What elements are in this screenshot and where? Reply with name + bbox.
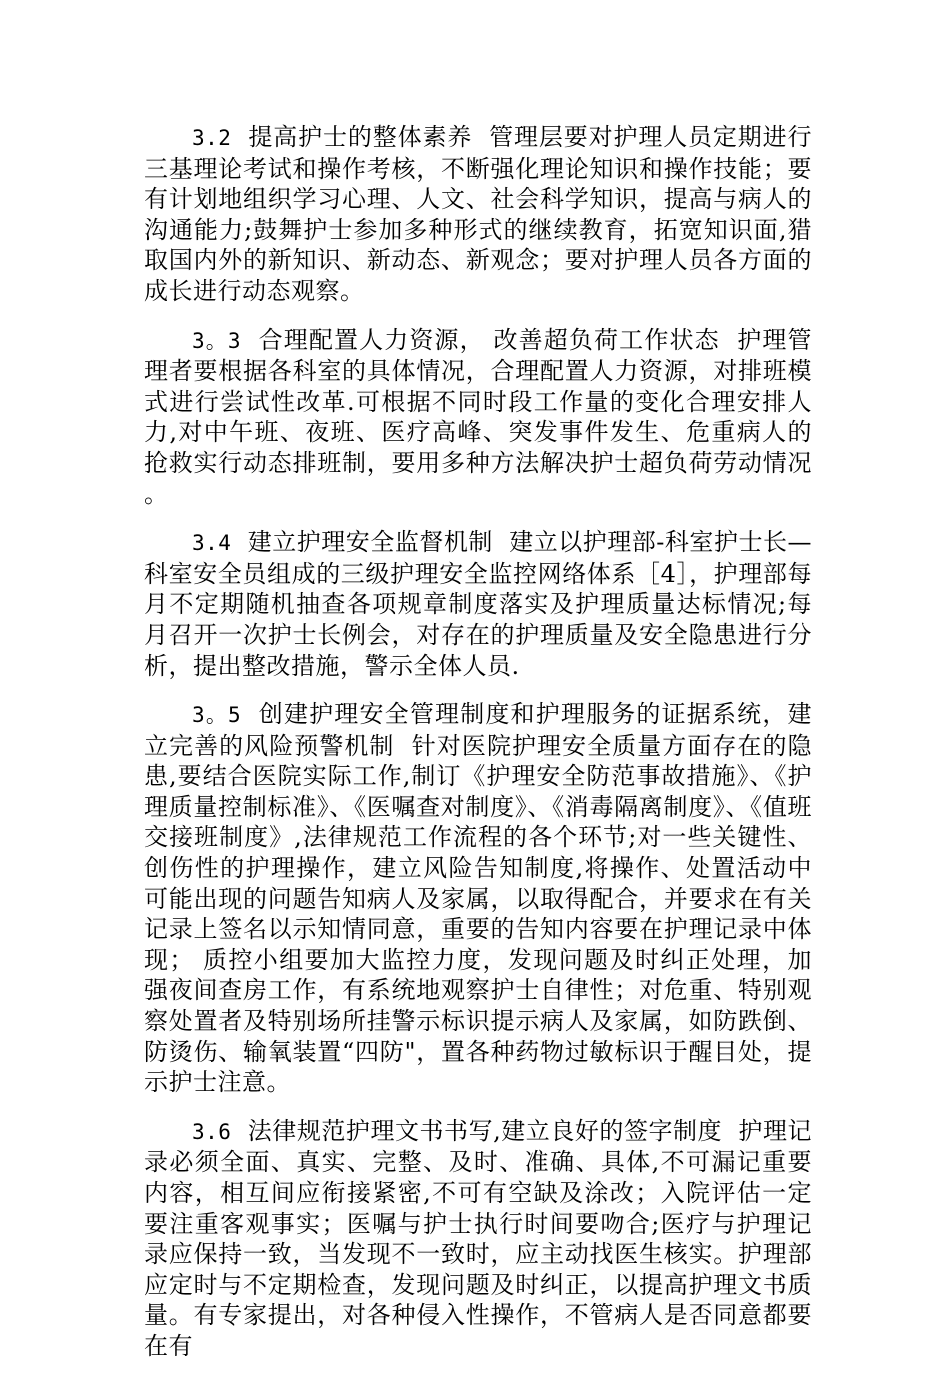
paragraph-number: 3.4 [192, 531, 232, 556]
document-body [144, 122, 812, 1380]
paragraph-number: 3。5 [192, 703, 242, 728]
paragraph-3-3 [144, 325, 812, 510]
paragraph-3-4 [144, 527, 812, 681]
paragraph-number: 3。3 [192, 328, 242, 353]
paragraph-3-2 [144, 122, 812, 307]
paragraph-number: 3.2 [192, 126, 232, 150]
paragraph-text: 法律规范护理文书书写,建立良好的签字制度 护理记录必须全面、真实、完整、及时、准确、具体,不可漏记重要内容，相互间应衔接紧密,不可有空缺及涂改；入院评估一定要注重客观事实；医嘱与护士执行时间要吻合;医疗与护理记录应保持一致，当发现不一致时，应主动找医生核实。护理部应定时与不定期检查，发现问题及时纠正，以提高护理文书质量。有专家提出，对各种侵入性操作，不管病人是否同意都要在有 [144, 1116, 812, 1360]
paragraph-text: 创建护理安全管理制度和护理服务的证据系统，建立完善的风险预警机制 针对医院护理安全质量方面存在的隐患,要结合医院实际工作,制订《护理安全防范事故措施》、《护理质量控制标准》、《医嘱查对制度》、《消毒隔离制度》、《值班交接班制度》,法律规范工作流程的各个环节;对一些关键性、创伤性的护理操作，建立风险告知制度,将操作、处置活动中可能出现的问题告知病人及家属，以取得配合，并要求在有关记录上签名以示知情同意，重要的告知内容要在护理记录中体现； 质控小组要加大监控力度，发现问题及时纠正处理，加强夜间查房工作，有系统地观察护士自律性；对危重、特别观察处置者及特别场所挂警示标识提示病人及家属，如防跌倒、防烫伤、输氧装置“四防"，置各种药物过敏标识于醒目处，提示护士注意。 [144, 700, 812, 1097]
paragraph-text: 建立护理安全监督机制 建立以护理部-科室护士长—科室安全员组成的三级护理安全监控网络体系［4］，护理部每月不定期随机抽查各项规章制度落实及护理质量达标情况;每月召开一次护士长例会，对存在的护理质量及安全隐患进行分析，提出整改措施，警示全体人员. [144, 528, 812, 680]
paragraph-3-6 [144, 1116, 812, 1362]
paragraph-text: 合理配置人力资源， 改善超负荷工作状态 护理管理者要根据各科室的具体情况，合理配置人力资源，对排班模式进行尝试性改革.可根据不同时段工作量的变化合理安排人力,对中午班、夜班、医疗高峰、突发事件发生、危重病人的抢救实行动态排班制，要用多种方法解决护士超负荷劳动情况。 [144, 325, 812, 508]
paragraph-number: 3.6 [192, 1119, 232, 1144]
paragraph-text: 提高护士的整体素养 管理层要对护理人员定期进行三基理论考试和操作考核，不断强化理论知识和操作技能；要有计划地组织学习心理、人文、社会科学知识，提高与病人的沟通能力;鼓舞护士参加多种形式的继续教育，拓宽知识面,猎取国内外的新知识、新动态、新观念；要对护理人员各方面的成长进行动态观察。 [144, 123, 812, 305]
paragraph-3-5 [144, 699, 812, 1098]
